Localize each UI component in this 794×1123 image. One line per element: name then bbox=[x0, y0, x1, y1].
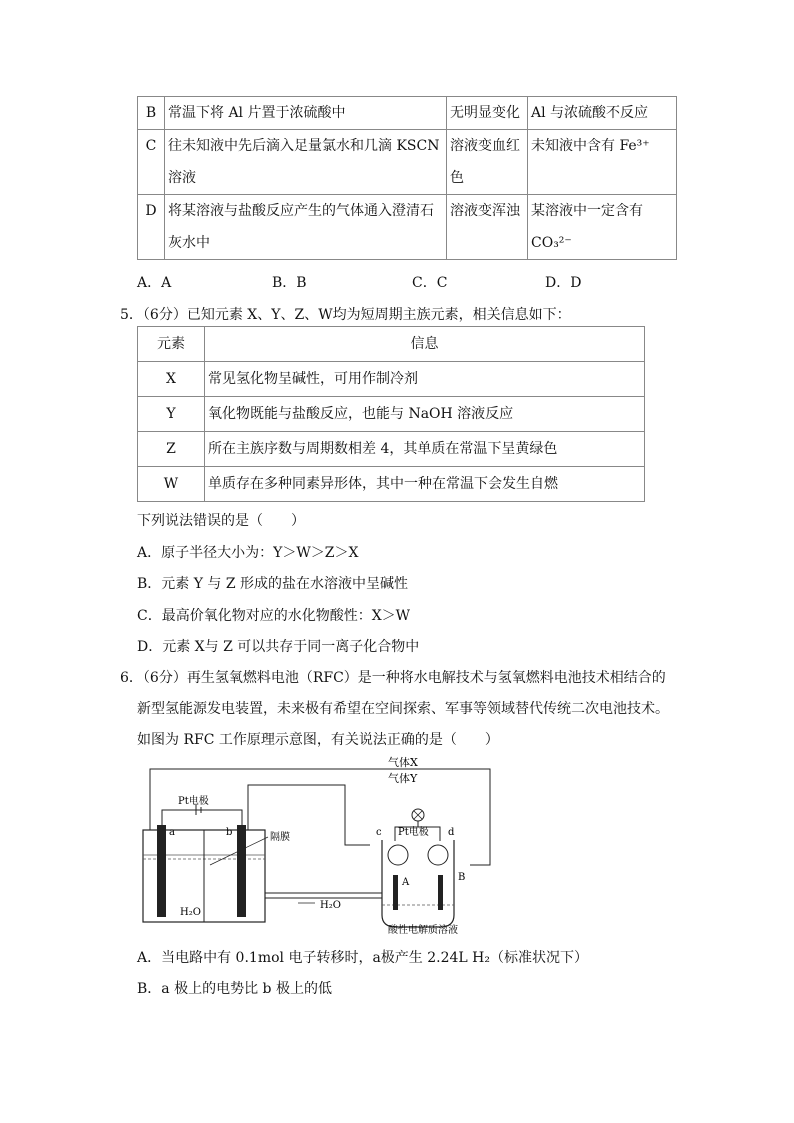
gas-y-label: 气体Y bbox=[388, 772, 418, 785]
q6-option-a: A．当电路中有 0.1mol 电子转移时，a极产生 2.24L H₂（标准状况下） bbox=[137, 950, 588, 966]
label-d: d bbox=[448, 827, 455, 838]
q5-table bbox=[137, 326, 645, 502]
pt-electrode-right-label: Pt电极 bbox=[398, 827, 429, 838]
q5-stem: 5．（6分）已知元素 X、Y、Z、W均为短周期主族元素，相关信息如下： bbox=[120, 307, 571, 323]
operation-cell: 常温下将 Al 片置于浓硫酸中 bbox=[165, 97, 447, 130]
label-b: b bbox=[226, 827, 233, 838]
label-a: a bbox=[169, 827, 175, 838]
phenomenon-cell: 无明显变化 bbox=[447, 97, 528, 130]
q4-option-b: B．B bbox=[272, 275, 307, 291]
header-element: 元素 bbox=[138, 327, 205, 362]
info-cell: 所在主族序数与周期数相差 4，其单质在常温下呈黄绿色 bbox=[205, 432, 645, 467]
pt-electrode-left-label: Pt电极 bbox=[178, 796, 209, 807]
table-row bbox=[138, 195, 677, 260]
wire-gas-x bbox=[150, 769, 490, 865]
q4-option-d: D．D bbox=[545, 275, 582, 291]
row-label: C bbox=[138, 130, 165, 195]
membrane-label: 隔膜 bbox=[270, 832, 290, 843]
table-row bbox=[138, 432, 645, 467]
electrolyte-label: 酸性电解质溶液 bbox=[388, 925, 458, 935]
q5-option-b: B．元素 Y 与 Z 形成的盐在水溶液中呈碱性 bbox=[137, 576, 409, 592]
table-row bbox=[138, 97, 677, 130]
electrode-a bbox=[157, 825, 166, 917]
table-row bbox=[138, 130, 677, 195]
electrode-d bbox=[438, 875, 443, 910]
conclusion-cell: Al 与浓硫酸不反应 bbox=[528, 97, 677, 130]
q4-option-a: A．A bbox=[137, 275, 172, 291]
table-row bbox=[138, 362, 645, 397]
q5-question: 下列说法错误的是（ ） bbox=[137, 513, 305, 529]
operation-cell: 往未知液中先后滴入足量氯水和几滴 KSCN 溶液 bbox=[165, 130, 447, 195]
q6-stem-line2: 新型氢能源发电装置，未来极有希望在空间探索、军事等领域替代传统二次电池技术。 bbox=[137, 701, 669, 717]
header-info: 信息 bbox=[205, 327, 645, 362]
electrode-c bbox=[393, 875, 398, 910]
table-header-row bbox=[138, 327, 645, 362]
gas-x-label: 气体X bbox=[388, 756, 418, 769]
label-B: B bbox=[458, 872, 466, 883]
q5-option-c: C．最高价氧化物对应的水化物酸性：X＞W bbox=[137, 608, 411, 624]
element-cell: X bbox=[138, 362, 205, 397]
operation-cell: 将某溶液与盐酸反应产生的气体通入澄清石灰水中 bbox=[165, 195, 447, 260]
element-cell: Z bbox=[138, 432, 205, 467]
table-row bbox=[138, 467, 645, 502]
wire-gas-y bbox=[248, 785, 370, 845]
phenomenon-cell: 溶液变浑浊 bbox=[447, 195, 528, 260]
phenomenon-cell: 溶液变血红色 bbox=[447, 130, 528, 195]
q4-option-c: C．C bbox=[412, 275, 448, 291]
fuel-cell-utube bbox=[382, 840, 454, 927]
table-row bbox=[138, 397, 645, 432]
rfc-diagram bbox=[140, 755, 500, 935]
h2o-mid-label: H₂O bbox=[320, 900, 341, 911]
element-cell: Y bbox=[138, 397, 205, 432]
row-label: D bbox=[138, 195, 165, 260]
q4-table bbox=[137, 96, 677, 260]
conclusion-cell: 未知液中含有 Fe³⁺ bbox=[528, 130, 677, 195]
info-cell: 常见氢化物呈碱性，可用作制冷剂 bbox=[205, 362, 645, 397]
label-A: A bbox=[402, 877, 410, 888]
q5-option-a: A．原子半径大小为：Y＞W＞Z＞X bbox=[137, 545, 359, 561]
q6-option-b: B．a 极上的电势比 b 极上的低 bbox=[137, 981, 332, 997]
info-cell: 单质存在多种同素异形体，其中一种在常温下会发生自燃 bbox=[205, 467, 645, 502]
h2o-left-label: H₂O bbox=[180, 907, 201, 918]
q5-option-d: D．元素 X与 Z 可以共存于同一离子化合物中 bbox=[137, 639, 420, 655]
info-cell: 氧化物既能与盐酸反应，也能与 NaOH 溶液反应 bbox=[205, 397, 645, 432]
element-cell: W bbox=[138, 467, 205, 502]
q6-stem-line1: 6．（6分）再生氢氧燃料电池（RFC）是一种将水电解技术与氢氧燃料电池技术相结合的 bbox=[120, 670, 666, 686]
q6-stem-line3: 如图为 RFC 工作原理示意图，有关说法正确的是（ ） bbox=[137, 732, 499, 748]
electrode-b bbox=[237, 825, 246, 917]
row-label: B bbox=[138, 97, 165, 130]
conclusion-cell: 某溶液中一定含有 CO₃²⁻ bbox=[528, 195, 677, 260]
label-c: c bbox=[376, 827, 382, 838]
